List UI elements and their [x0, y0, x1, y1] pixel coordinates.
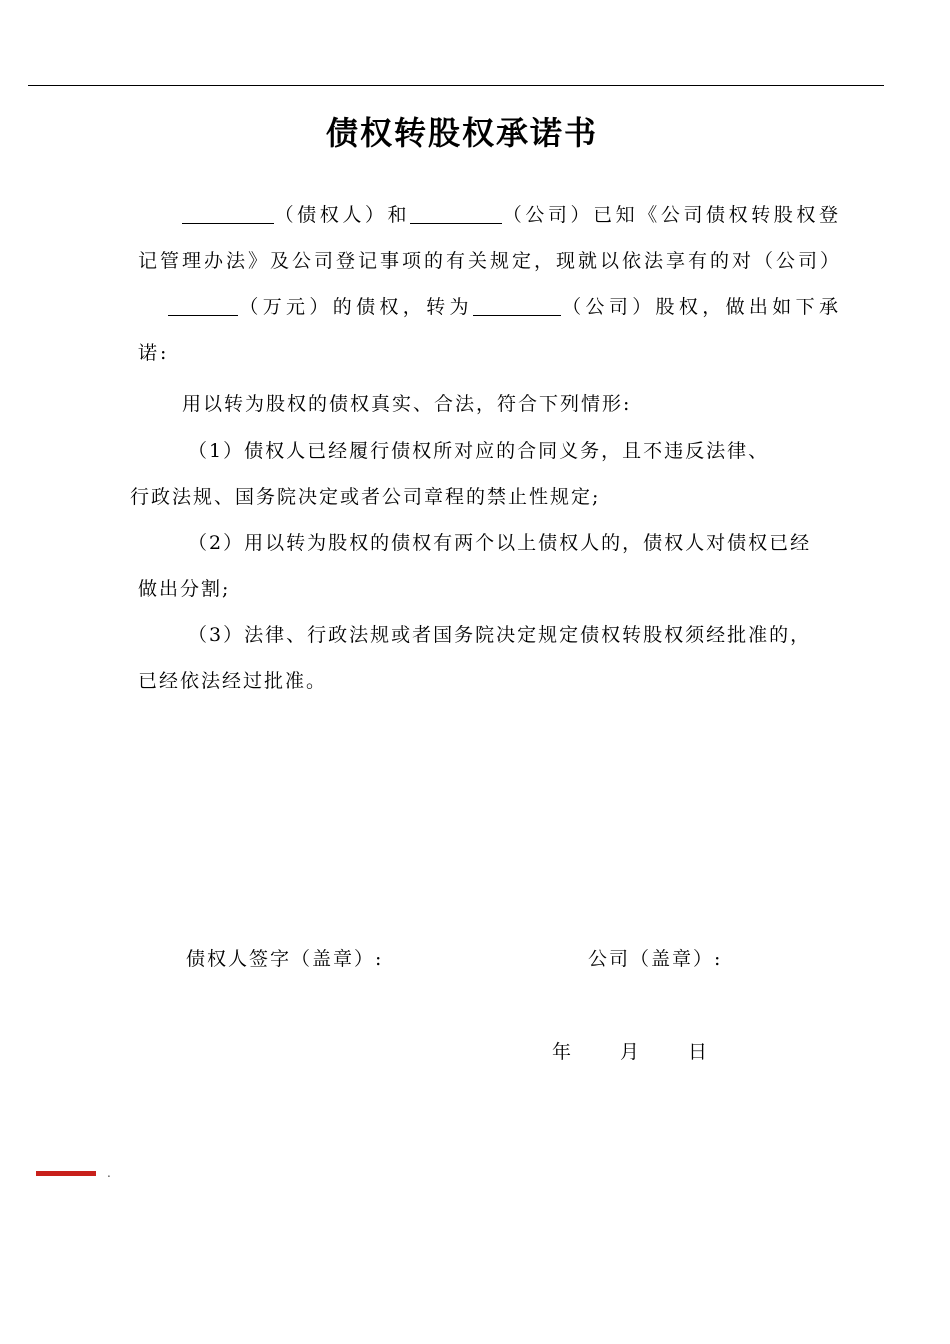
creditor-name-blank[interactable]	[182, 201, 274, 224]
intro-text-3: （万元）的债权，转为	[238, 296, 473, 318]
footer-mark: .	[107, 1166, 111, 1180]
company-name-blank[interactable]	[410, 201, 502, 224]
footer-accent-bar	[36, 1171, 96, 1176]
company-seal-label: 公司（盖章）:	[588, 948, 723, 970]
clause-2-line-1: （2）用以转为股权的债权有两个以上债权人的，债权人对债权已经	[188, 532, 812, 554]
clauses-lead: 用以转为股权的债权真实、合法，符合下列情形:	[182, 393, 632, 415]
intro-paragraph	[138, 192, 841, 376]
date-month: 月	[620, 1041, 640, 1063]
intro-text-2: （公司）已知《公司债权转股权登记管理办法》及公司登记事项的有关规定，现就以依法享有的对（公司）	[138, 204, 843, 272]
target-company-blank[interactable]	[473, 293, 561, 316]
clause-1-line-1: （1）债权人已经履行债权所对应的合同义务，且不违反法律、	[188, 440, 770, 462]
clause-1-line-2: 行政法规、国务院决定或者公司章程的禁止性规定;	[130, 486, 601, 508]
creditor-signature-label: 债权人签字（盖章）:	[186, 948, 384, 970]
date-day: 日	[688, 1041, 708, 1063]
document-title: 债权转股权承诺书	[325, 114, 598, 152]
intro-text-1: （债权人）和	[274, 204, 411, 226]
clause-3-line-2: 已经依法经过批准。	[138, 670, 328, 692]
header-rule	[28, 85, 884, 86]
clause-2-line-2: 做出分割;	[138, 578, 231, 600]
amount-blank[interactable]	[168, 293, 238, 316]
intro-text-4: （公司）股权，做出如下承诺:	[138, 296, 841, 364]
clause-3-line-1: （3）法律、行政法规或者国务院决定规定债权转股权须经批准的，	[188, 624, 812, 646]
date-year: 年	[552, 1041, 572, 1063]
